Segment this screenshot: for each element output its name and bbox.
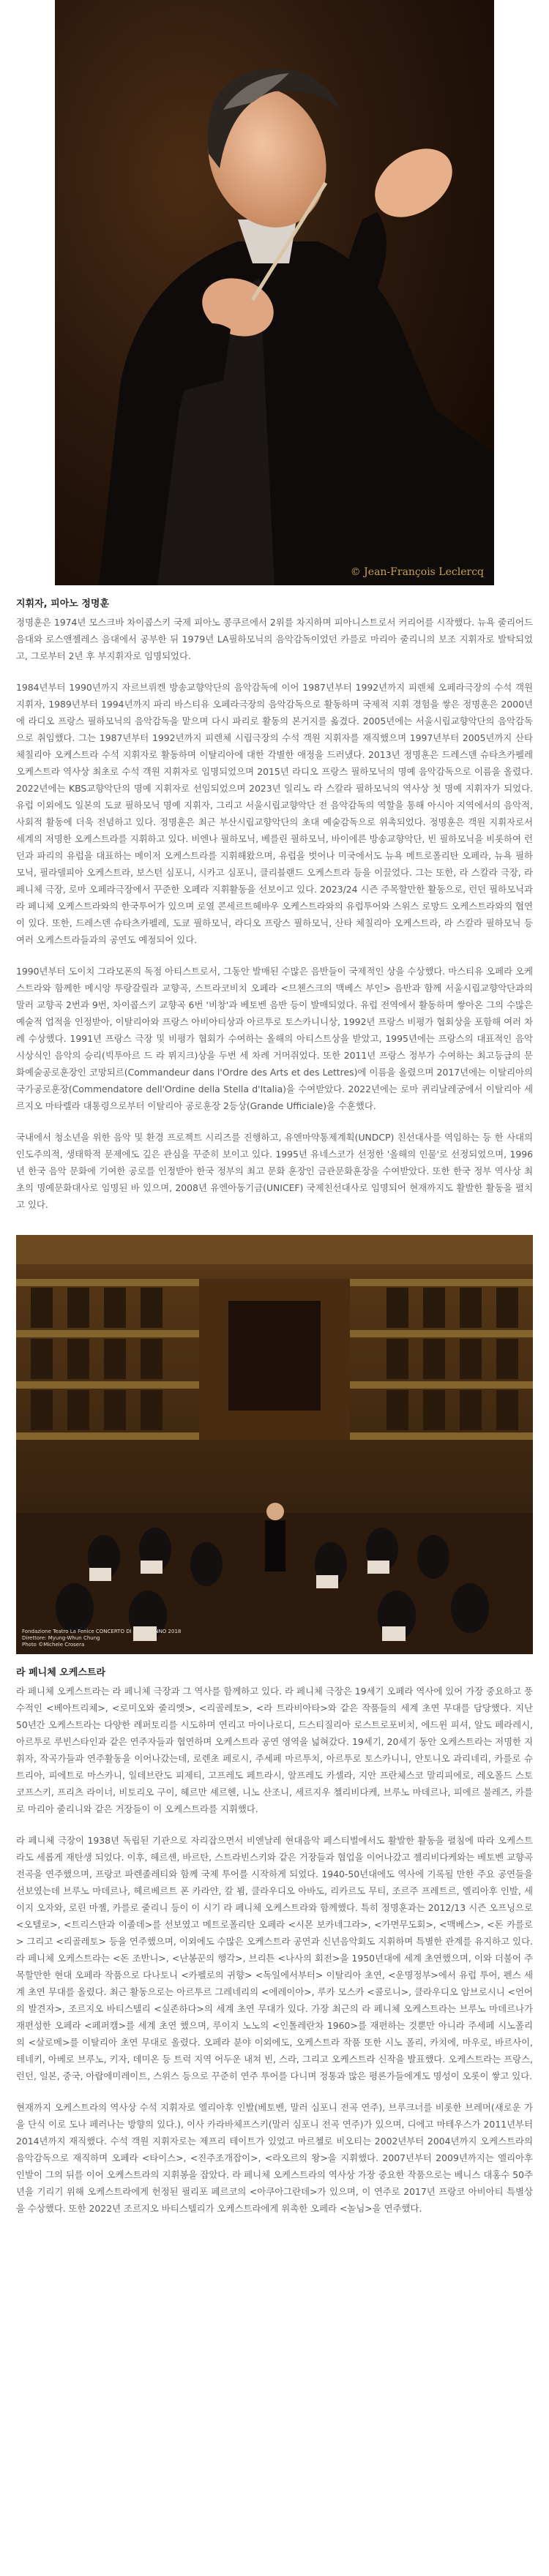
photo-caption xyxy=(22,1629,181,1648)
paragraph: 라 페니체 극장이 1938년 독립된 기관으로 자리잡으면서 비엔날레 현대음악 페스티벌에서도 활발한 활동을 펼침에 따라 오케스트라도 세롭게 재탄생 되었다. 이후, 헤르셴, 바르탄, 스트라빈스키와 같은 거장들과 협업을 이어나갔고 젤리비다케와는 베토벤 교향곡 전곡을 연주했으며, 프랑코 파렌졸레티와 함께 국제 투어를 시작하게 되었다. 1940-50년대에도 역사에 기록될 만한 주요 공연들을 선보였는데 브루노 마데르나, 헤르베르트 폰 카라얀, 칼 뵘, 클라우디오 아바도, 리카르도 무티, 조르주 프레트르, 엘리아후 인발, 세이지 오자와, 로린 마젤, 카를로 줄리니 등이 이 시기 라 페니체 오케스트라와 함께했다. 특히 정명훈과는 2012/13 시즌 오프닝으로 <오텔로>, <트리스탄과 이졸데>를 선보였고 메트로폴리탄 오페라 <시몬 보카네그라>, <가면무도회>, <맥베스>, <돈 카를로> 그리고 <리골레토> 등을 연주했으며, 이외에도 수많은 오케스트라 공연과 신년음악회도 지휘하며 특별한 관계를 유지하고 있다. 라 페니체 오케스트라는 <돈 조반니>, <난봉꾼의 행각>, 브리튼 <나사의 회전>을 1950년대에 세계 초연했으며, 이와 더불어 주목할만한 현대 오페라 작품으로 다나토니 <카펠로의 귀향> <독일에서부터> 이탈리아 초연, <운명정부>에서 유럽 투어, 펜스 세계 초연 무대를 올렸다. 최근 활동으로는 아르투르 그레네리의 <에레이아>, 루카 모스카 <콜로니>, 클라우디오 암브로시니 <언어의 발견자>, 조르지오 바티스텔리 <실존하다>의 세계 초연 무대가 있다. 가장 최근의 라 페니체 오케스트라는 브루노 마데르나가 재편성한 오페라 <페퍼캠>를 세계 초연 했으며, 루이지 노노의 <인톨레란차 1960>를 재편하는 것뿐만 아니라 주세페 시노폴리의 <살로메>를 이탈리아 초연 무대로 올렸다. 오페라 분야 이외에도, 오케스트라 작품 또한 시노 폴리, 카치에, 마우로, 바르사이, 테네키, 아베로 브루노, 키자, 데미온 등 트럭 지역 어두운 내쳐 빈, 스라, 그리고 오케스트라 신작을 발표했다. 오케스트라는 프랑스, 런던, 일본, 중국, 아랍에미레이트, 스위스 등으로 꾸준히 연주 투어를 다니며 정통과 많은 평론가들에게도 명성이 오롯이 쌓고 있다. xyxy=(16,1835,533,2081)
paragraph: 1990년부터 도이치 그라모폰의 독점 아티스트로서, 그동안 발매된 수많은 음반들이 국제적인 상을 수상했다. 마스티유 오페라 오케스트라와 함께한 메시앙 투랑갈릴라 교향곡, 스트라코비치 오페라 <므첸스크의 맥베스 부인> 음반과 함께 서울시립교향악단과의 말러 교향곡 2번과 9번, 차이콥스키 교향곡 6번 '비창'과 베토벤 음반 등이 발매되었다. 유럽 전역에서 활동하며 쌓아온 그의 수많은 예술적 업적을 인정받아, 이탈리아와 프랑스 아비아티상과 아르투로 토스카니니상, 1992년 프랑스 비평가 협회상을 포함해 여러 차례 수상했다. 1991년 프랑스 극장 및 비평가 협회가 수여하는 올해의 아티스트상을 받았고, 1995년에는 프랑스의 대표적인 음악 시상식인 음악의 승리(빅투아르 드 라 뮈지크)상을 두번 세 차례 거머쥐었다. 또한 2011년 프랑스 정부가 수여하는 최고등급의 문화예술공로훈장인 코망되르(Commandeur dans l'Ordre des Arts et des Lettres)에 이름을 올렸으며 2017년에는 이탈리아의 국가공로훈장(Commendatore dell'Ordine della Stella d'Italia)을 수여받았다. 2022년에는 로마 퀴리날레궁에서 이탈리아 세르지오 마타렐라 대통령으로부터 이탈리아 공로훈장 2등상(Grande Ufficiale)을 수훈했다. xyxy=(16,966,533,1111)
section-heading: 라 페니체 오케스트라 xyxy=(16,1667,106,1678)
conductor-photo xyxy=(55,0,494,585)
orchestra-photo xyxy=(16,1235,533,1654)
section-heading: 지휘자, 피아노 정명훈 xyxy=(16,598,110,609)
photo-caption-line: Fondazione Teatro La Fenice CONCERTO DI CAPODANNO 2018 xyxy=(22,1629,182,1634)
photo-caption-line: Direttore: Myung-Whun Chung xyxy=(22,1635,100,1641)
opera-house-orchestra-photo-icon xyxy=(16,1235,533,1654)
paragraph: 정명훈은 1974년 모스크바 차이콥스키 국제 피아노 콩쿠르에서 2위를 차지하며 피아니스트로서 커리어를 시작했다. 뉴욕 줄리어드 음대와 로스앤젤레스 음대에서 공부한 뒤 1979년 LA필하모닉의 음악감독이었던 카를로 마리아 줄리니의 보조 지휘자로 발탁되었고, 그로부터 2년 후 부지휘자로 임명되었다. xyxy=(16,617,533,661)
paragraph: 라 페니체 오케스트라는 라 페니체 극장과 그 역사를 함께하고 있다. 라 페니체 극장은 19세기 오페라 역사에 있어 가장 중요하고 풍수적인 <베아트리체>, <로미오와 줄리엣>, <리골레토>, <라 트라비아타>와 같은 작품들의 세계 초연 무대를 담당했다. 지난 50년간 오케스트라는 다양한 레퍼토리를 시도하며 연리고 마이나로디, 드스티질리아 로스트로포비치, 에드윈 피셔, 알도 페라레시, 아르투로 루빈스타인과 같은 연주자들과 협연하며 오케스트라 공연 영역을 넓혀갔다. 19세기, 20세기 동안 오케스트라는 저명한 지휘자, 작곡가들과 연주활동을 이어나갔는데, 로렌초 페로시, 주세페 마르투치, 아르투로 토스카니니, 안토니오 과리네리, 카를로 슈트리아, 피에트로 마스카니, 일데브란도 피제티, 고프레도 페트라시, 알프레도 카셀라, 지안 프란체스코 말리피에로, 레오폴드 스토코프스키, 프리츠 라이너, 비토리오 구이, 헤르만 셰르헨, 니노 산조니, 세르지우 첼리비다케, 브루노 마데르나, 피에르 불레즈, 카를로 마리아 줄리니와 같은 거장들이 이 오케스트라를 지휘했다. xyxy=(16,1686,533,1814)
paragraph: 국내에서 청소년을 위한 음악 및 환경 프로젝트 시리즈를 진행하고, 유엔마약통제계획(UNDCP) 친선대사를 역임하는 등 한 사대의 인도주의적, 생태학적 문제에도 깊은 관심을 꾸준히 보이고 있다. 1995년 유네스코가 선정한 '올해의 인물'로 선정되었으며, 1996년 한국 음악 문화에 기여한 공로를 인정받아 한국 정부의 최고 문화 훈장인 금관문화훈장을 수여받았다. 또한 한국 정부 역사상 최초의 명예문화대사로 임명된 바 있으며, 2008년 유엔아동기금(UNICEF) 국제친선대사로 임명되어 현재까지도 활발한 활동을 펼치고 있다. xyxy=(16,1132,533,1210)
paragraph: 1984년부터 1990년까지 자르브뤼켄 방송교향악단의 음악감독에 이어 1987년부터 1992년까지 피렌체 오페라극장의 수석 객원 지휘자, 1989년부터 1994년까지 파리 바스티유 오페라극장의 음악감독으로 활동하며 국제적 지휘 경험을 쌓은 정명훈은 2000년에 라디오 프랑스 필하모닉의 음악감독을 맡으며 다시 파리로 활동의 본거지를 옮겼다. 2005년에는 서울시립교향악단의 음악감독으로 취임했다. 그는 1987년부터 1992년까지 피렌체 시립극장의 수석 객원 지휘자를 재직했으며 1997년부터 2005년까지 산타 체칠리아 오케스트라 수석 지휘자로 활동하며 이탈리아에 대한 각별한 애정을 드러냈다. 2013년 정명훈은 드레스덴 슈타츠카펠레 오케스트라 역사상 최초로 수석 객원 지휘자로 임명되었으며 2015년 라디오 프랑스 필하모닉의 명예 음악감독으로 이름을 올렸다. 2022년에는 KBS교향악단의 명예 지휘자로 선임되었으며 2023년 일리노 라 스칼라 필하모닉의 역사상 첫 명예 지휘자가 되었다. 유럽 이외에도 일본의 도쿄 필하모닉 명예 지휘자, 그리고 서울시립교향악단 전 음악감독의 역할을 통해 아시아 지역에서의 음악적, 사회적 활동에 더욱 전념하고 있다. 정명훈은 최근 부산시립교향악단의 초대 예술감독으로 위촉되었다. 정명훈은 객원 지휘자로서 세계의 저명한 오케스트라를 지휘하고 있다. 비엔나 필하모닉, 베를린 필하모닉, 바이에른 방송교향악단, 빈 필하모닉을 비롯하여 런던과 파리의 유럽을 대표하는 메이저 오케스트라를 지휘해왔으며, 유럽을 벗어나 미국에서도 뉴욕 메트로폴리탄 오페라, 뉴욕 필하모닉, 필라델피아 오케스트라, 보스턴 심포니, 시카고 심포니, 클리블랜드 오케스트라 등을 이끌었다. 그는 또한, 라 스칼라 극장, 라 페니체 극장, 로마 오페라극장에서 꾸준한 오페라 지휘활동을 선보이고 있다. 2023/24 시즌 주목할만한 활동으로, 런던 필하모닉과 라 페니체 오케스트라와의 한국투어가 있으며 로열 콘세르트헤바우 오케스트라와의 유럽투어와 스위스 로망드 오케스트라와의 협연이 있다. 또한, 드레스덴 슈타츠카펠레, 도쿄 필하모닉, 라디오 프랑스 필하모닉, 산타 체칠리아 오케스트라, 라 스칼라 필하모닉 등 여러 오케스트라들과의 공연도 예정되어 있다. xyxy=(16,682,533,945)
photo-credit: © Jean-François Leclercq xyxy=(350,566,484,578)
paragraph: 현재까지 오케스트라의 역사상 수석 지휘자로 엘리아후 인발(베토벤, 말러 심포니 전곡 연주), 브루크너를 비롯한 브레머(새로운 가을 단식 이로 도나 페러나는 방향의 있다.), 이사 카라바체프스키(말러 심포니 전곡 연주)가 있으며, 디에고 마테우스가 2011년부터 2014년까지 재직했다. 수석 객원 지휘자로는 제프리 테이트가 있었고 마르첼로 비오티는 2002년부터 2004년까지 오케스트라의 음악감독으로 재직하며 오페라 <타이스>, <진주조개잡이>, <라오르의 왕>을 지휘했다. 2007년부터 2009년까지는 엘리아후 인발이 그의 뒤를 이어 오케스트라의 지휘봉을 잡았다. 라 페니체 오케스트라의 역사상 가장 중요한 작품으로는 베니스 대홍수 50주년을 기리기 위해 오케스트라에게 헌정된 필리포 페르코의 <아쿠아그란데>가 있으며, 이 연주로 2017년 프랑코 아비아티 특별상을 수상했다. 또한 2022년 조르지오 바티스텔리가 오케스트라에게 위촉한 오페라 <놀님>을 연주했다. xyxy=(16,2102,533,2214)
section-orchestra xyxy=(0,1664,549,2217)
section-conductor xyxy=(0,596,549,1213)
conductor-photo-icon xyxy=(55,0,494,585)
photo-caption-line: Photo ©Michele Crosera xyxy=(22,1642,85,1648)
